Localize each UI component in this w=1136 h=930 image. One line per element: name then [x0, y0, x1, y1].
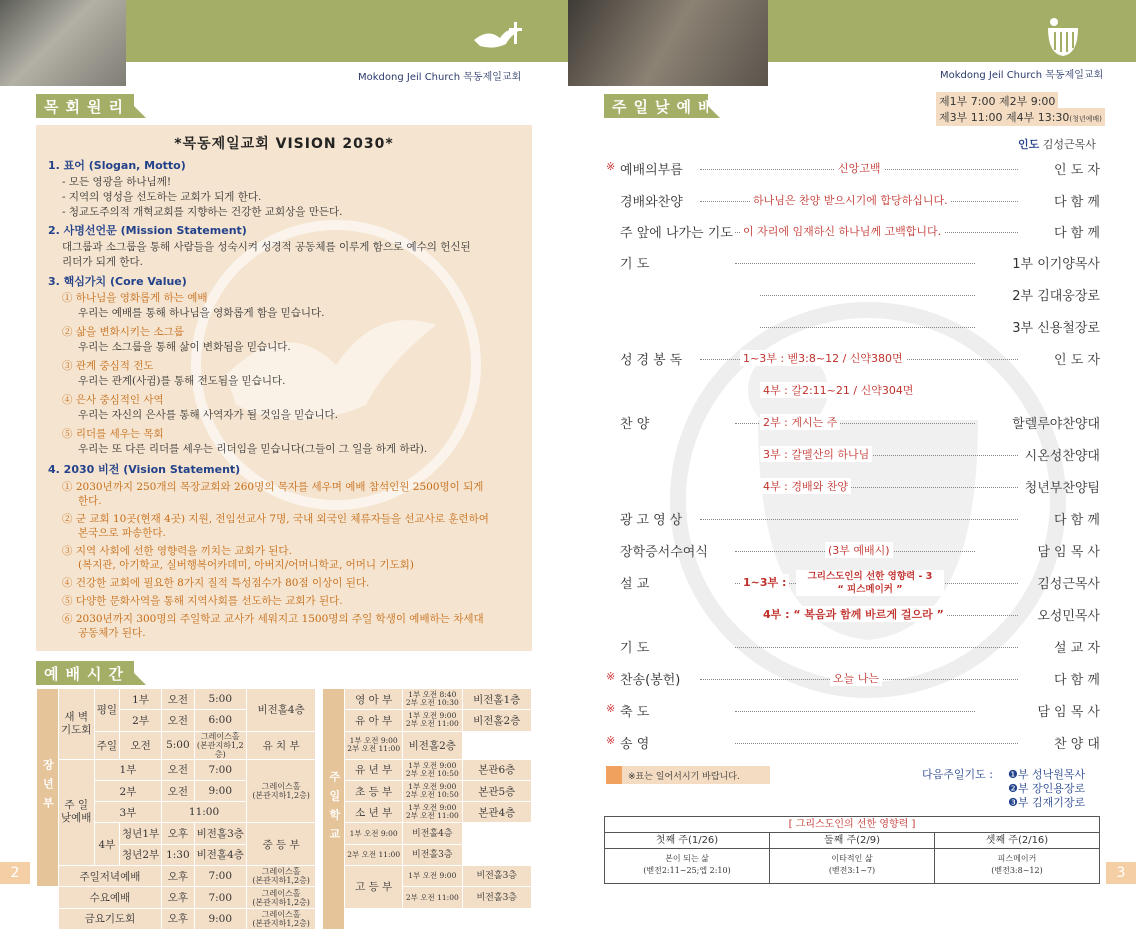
schedule-cell: 오전 — [162, 689, 195, 710]
sermon-title — [796, 570, 944, 596]
order-label: 찬 양 — [620, 417, 650, 432]
schedule-cell: 청년2부 — [120, 844, 162, 865]
kids-times: 1부 오전 9:00 2부 오전 11:00 — [403, 710, 462, 731]
schedule-cell: 금요기도회 — [58, 908, 161, 929]
order-detail: 4부 : 갈2:11~21 / 신약304면 — [760, 382, 916, 398]
next-prayer-2: ❷부 장인용장로 — [1008, 782, 1086, 795]
kids-hall: 비전홀1층 — [462, 689, 532, 710]
series-week-3: 셋째 주(2/16) — [985, 835, 1049, 846]
next-prayer-label: 다음주일기도 : — [922, 768, 993, 781]
kids-dept: 중 등 부 — [246, 823, 315, 866]
right-brand-text: Mokdong Jeil Church 목동제일교회 — [940, 70, 1104, 81]
kids-times: 2부 오전 11:00 — [345, 844, 403, 865]
vision-line: 리더가 되게 한다. — [62, 256, 144, 268]
core-value-title: ② 삶을 변화시키는 소그룹 — [62, 326, 184, 338]
worship-order-row — [620, 474, 1100, 500]
worship-order-row — [620, 188, 1100, 214]
worship-order-row — [620, 410, 1100, 436]
order-responsible: 시온성찬양대 — [1024, 449, 1100, 464]
order-responsible: 청년부찬양팀 — [1024, 481, 1100, 496]
order-label: 기 도 — [620, 641, 650, 656]
series-topic-3: 피스메이커 (벧전3:8~12) — [991, 854, 1043, 875]
core-value-text: 우리는 또 다른 리더를 세우는 리더임을 믿습니다(그들이 그 일을 하게 하라). — [78, 443, 428, 455]
schedule-cell: 주일저녁예배 — [58, 866, 161, 887]
vision-goal: 공동체가 된다. — [78, 627, 146, 639]
order-responsible: 인 도 자 — [1054, 353, 1100, 368]
kids-times: 1부 오전 9:00 2부 오전 11:00 — [345, 731, 403, 759]
series-header-row — [605, 833, 1099, 849]
adult-division-label: 장년부 — [37, 689, 59, 887]
kids-dept: 고 등 부 — [345, 866, 403, 909]
order-detail: 2부 : 게시는 주 — [760, 414, 840, 430]
schedule-cell: 오후 — [162, 866, 195, 887]
vision-heading-1: 1. 표어 (Slogan, Motto) — [48, 159, 186, 172]
service-times-line1: 제1부 7:00 제2부 9:00 — [936, 92, 1058, 110]
core-value-title: ① 하나님을 영화롭게 하는 예배 — [62, 292, 208, 304]
order-label: 예배의부름 — [620, 163, 683, 178]
schedule-cell: 비전홀4층 — [246, 689, 315, 732]
kids-times: 1부 오전 9:00 — [403, 866, 462, 887]
schedule-cell: 5:00 — [194, 689, 246, 710]
worship-order-row — [606, 156, 1100, 182]
order-responsible: 설 교 자 — [1054, 641, 1100, 656]
left-brand-text: Mokdong Jeil Church 목동제일교회 — [358, 72, 522, 83]
kids-times: 2부 오전 11:00 — [403, 887, 462, 908]
kids-dept: 유 년 부 — [345, 759, 403, 780]
schedule-cell: 오전 — [162, 710, 195, 731]
vision-line: 대그룹과 소그룹을 통해 사람들을 성숙시켜 성경적 공동체를 이루게 함으로 예수의 헌신된 — [62, 241, 471, 253]
order-detail: 4부 : “ 복음과 함께 바르게 걸으라 ” — [760, 606, 947, 622]
schedule-cell: 1부 — [94, 759, 161, 780]
schedule-cell: 비전홀3층 — [194, 823, 246, 844]
section-title-pastoral-principles: 목회원리 — [36, 94, 134, 118]
order-label: 기 도 — [620, 257, 650, 272]
stand-star-icon: ※ — [606, 702, 616, 715]
schedule-cell: 9:00 — [194, 780, 246, 801]
core-value-text: 우리는 예배를 통해 하나님을 영화롭게 함을 믿습니다. — [78, 307, 325, 319]
dawn-prayer-label: 새 벽 기도회 — [58, 689, 94, 760]
sermon-series-title: [ 그리스도인의 선한 영향력 ] — [605, 817, 1099, 833]
next-prayer-3: ❸부 김재기장로 — [1008, 796, 1086, 809]
section-title-sunday-worship: 주일낮예배 — [604, 94, 708, 118]
order-detail: 이 자리에 임재하신 하나님께 고백합니다. — [740, 223, 944, 239]
vision-goal: 한다. — [78, 495, 102, 507]
page-number-right: 3 — [1106, 862, 1136, 884]
order-responsible: 다 함 께 — [1054, 513, 1100, 528]
table-gap — [345, 908, 532, 929]
page-number-left: 2 — [0, 862, 30, 884]
kids-dept: 초 등 부 — [345, 780, 403, 801]
next-prayer-1: ❶부 성낙원목사 — [1008, 768, 1086, 781]
schedule-cell: 그레이스홀 (본관지하1,2층) — [194, 731, 246, 759]
worship-order-row — [620, 219, 1100, 245]
schedule-cell: 11:00 — [162, 802, 247, 823]
stand-note-text: ※표는 일어서시기 바랍니다. — [628, 772, 740, 782]
order-detail: 하나님은 찬양 받으시기에 합당하십니다. — [750, 192, 951, 208]
order-label: 축 도 — [620, 705, 650, 720]
core-value-text: 우리는 자신의 은사를 통해 사역자가 될 것임을 믿습니다. — [78, 409, 338, 421]
schedule-cell: 3부 — [94, 802, 161, 823]
harp-dove-logo — [1040, 14, 1086, 60]
order-responsible: 3부 신용철장로 — [1012, 321, 1100, 336]
schedule-cell: 오후 — [162, 887, 195, 908]
schedule-cell: 1부 — [120, 689, 162, 710]
kids-times: 1부 오전 9:00 2부 오전 10:50 — [403, 780, 462, 801]
order-detail: 1~3부 : — [740, 574, 789, 590]
schedule-cell: 6:00 — [194, 710, 246, 731]
kids-dept: 유 치 부 — [246, 731, 315, 759]
stand-note-box — [606, 766, 770, 784]
order-detail: 3부 : 갈멜산의 하나님 — [760, 446, 872, 462]
worship-leader: 인도 김성근목사 — [1018, 138, 1096, 151]
kids-hall: 비전홀2층 — [462, 710, 532, 731]
vision-line: - 모든 영광을 하나님께! — [62, 176, 172, 188]
worship-order-row — [620, 250, 1100, 276]
kids-dept: 소 년 부 — [345, 802, 403, 823]
sunday-school-label: 주일학교 — [323, 689, 345, 930]
kids-times: 1부 오전 9:00 2부 오전 10:50 — [403, 759, 462, 780]
order-responsible: 할렐루야찬양대 — [1012, 417, 1100, 432]
order-responsible: 담 임 목 사 — [1037, 705, 1100, 720]
core-value-title: ③ 관계 중심적 전도 — [62, 360, 154, 372]
worship-order-row — [606, 698, 1100, 724]
order-label: 설 교 — [620, 577, 650, 592]
schedule-cell: 수요예배 — [58, 887, 161, 908]
kids-hall: 비전홀3층 — [462, 887, 532, 908]
vision-line: - 지역의 영성을 선도하는 교회가 되게 한다. — [62, 191, 262, 203]
worship-order-row — [620, 314, 1100, 340]
order-detail: 오늘 나는 — [830, 670, 882, 686]
church-building-photo — [0, 0, 126, 86]
schedule-cell: 오전 — [162, 759, 195, 780]
vision-goal: ③ 지역 사회에 선한 영향력을 끼치는 교회가 된다. — [62, 545, 292, 557]
kids-hall: 비전홀3층 — [462, 866, 532, 887]
schedule-cell: 오후 — [162, 908, 195, 929]
series-topic-1: 본이 되는 삶 (벧전2:11~25;엡 2:10) — [605, 849, 770, 883]
schedule-cell: 비전홀4층 — [194, 844, 246, 865]
core-value-title: ④ 은사 중심적인 사역 — [62, 394, 164, 406]
stand-star-icon: ※ — [606, 670, 616, 683]
worship-order-row — [620, 346, 1100, 372]
praying-hands-photo — [568, 0, 768, 86]
weekday-label: 평일 — [94, 689, 119, 732]
order-responsible: 다 함 께 — [1054, 673, 1100, 688]
worship-order-row — [620, 378, 1100, 404]
series-week-1: 첫째 주(1/26) — [605, 833, 770, 848]
worship-order-row — [620, 538, 1100, 564]
kids-times: 1부 오전 9:00 — [345, 823, 403, 844]
table-gap — [37, 908, 59, 929]
worship-order-row — [620, 506, 1100, 532]
worship-order-row — [606, 730, 1100, 756]
vision-goal: ② 군 교회 10곳(현재 4곳) 지원, 전임선교사 7명, 국내 외국인 체류자들을 선교사로 훈련하여 — [62, 513, 489, 525]
schedule-cell: 7:00 — [194, 759, 246, 780]
series-week-2: 둘째 주(2/9) — [770, 833, 935, 848]
kids-hall: 본관5층 — [462, 780, 532, 801]
schedule-cell: 7:00 — [194, 887, 246, 908]
order-label: 주 앞에 나가는 기도 — [620, 226, 733, 241]
order-detail: 1~3부 : 벧3:8~12 / 신약380면 — [740, 350, 906, 366]
kids-dept: 영 아 부 — [345, 689, 403, 710]
worship-order-row — [620, 442, 1100, 468]
worship-order-row — [620, 602, 1100, 628]
kids-times: 1부 오전 8:40 2부 오전 10:30 — [403, 689, 462, 710]
schedule-cell: 그레이스홀 (본관지하1,2층) — [246, 908, 315, 929]
order-responsible: 김성근목사 — [1037, 577, 1100, 592]
order-detail: (3부 예배시) — [825, 542, 893, 558]
schedule-cell: 그레이스홀 (본관지하1,2층) — [246, 759, 315, 823]
schedule-cell: 4부 — [94, 823, 119, 866]
schedule-cell: 주일 — [94, 731, 119, 759]
core-value-text: 우리는 소그룹을 통해 삶이 변화됨을 믿습니다. — [78, 341, 291, 353]
series-topic-2: 이타적인 삶 (벧전3:1~7) — [770, 849, 935, 883]
schedule-cell: 5:00 — [162, 731, 195, 759]
table-gap — [37, 887, 59, 908]
worship-schedule-table — [36, 688, 532, 930]
vision-line: - 청교도주의적 개혁교회를 지향하는 건강한 교회상을 만든다. — [62, 206, 343, 218]
schedule-cell: 오전 — [120, 731, 162, 759]
stand-star-icon: ※ — [606, 734, 616, 747]
leader-dots — [735, 647, 1018, 648]
vision-goal: ① 2030년까지 250개의 목장교회와 260명의 목자를 세우며 예배 참석인원 2500명이 되게 — [62, 481, 484, 493]
schedule-cell: 오후 — [162, 823, 195, 844]
vision-heading-4: 4. 2030 비전 (Vision Statement) — [48, 463, 241, 476]
kids-dept: 유 아 부 — [345, 710, 403, 731]
vision-goal: ⑤ 다양한 문화사역을 통해 지역사회를 선도하는 교회가 된다. — [62, 595, 343, 607]
leader-dots — [735, 263, 975, 264]
order-label: 장학증서수여식 — [620, 545, 708, 560]
kids-hall: 비전홀3층 — [403, 844, 462, 865]
order-responsible: 찬 양 대 — [1054, 737, 1100, 752]
order-label: 송 영 — [620, 737, 650, 752]
order-label: 경배와찬양 — [620, 195, 683, 210]
schedule-cell: 청년1부 — [120, 823, 162, 844]
schedule-cell: 2부 — [94, 780, 161, 801]
table-gap — [316, 689, 323, 930]
leader-dots — [760, 327, 975, 328]
order-label: 찬송(봉헌) — [620, 673, 681, 688]
schedule-cell: 9:00 — [194, 908, 246, 929]
sermon-series-box — [604, 816, 1100, 884]
series-topic-row — [605, 849, 1099, 883]
core-value-title: ⑤ 리더를 세우는 목회 — [62, 428, 164, 440]
core-value-text: 우리는 관계(사귐)를 통해 전도됨을 믿습니다. — [78, 375, 286, 387]
schedule-cell: 7:00 — [194, 866, 246, 887]
note-marker — [606, 766, 622, 784]
worship-order-row — [606, 666, 1100, 692]
schedule-cell: 2부 — [120, 710, 162, 731]
stand-star-icon: ※ — [606, 160, 616, 173]
kids-hall: 비전홀2층 — [403, 731, 462, 759]
kids-times: 1부 오전 9:00 2부 오전 11:00 — [403, 802, 462, 823]
order-responsible: 담 임 목 사 — [1037, 545, 1100, 560]
leader-dots — [700, 519, 1018, 520]
vision-goal: ⑥ 2030년까지 300명의 주일학교 교사가 세워지고 1500명의 주일 학생이 예배하는 차세대 — [62, 613, 484, 625]
order-responsible: 인 도 자 — [1054, 163, 1100, 178]
order-detail: 4부 : 경배와 찬양 — [760, 478, 851, 494]
vision-title: *목동제일교회 VISION 2030* — [174, 136, 394, 152]
order-responsible: 1부 이기양목사 — [1012, 257, 1100, 272]
vision-box — [36, 125, 532, 651]
order-detail: 신앙고백 — [835, 160, 884, 176]
kids-hall: 본관6층 — [462, 759, 532, 780]
vision-heading-3: 3. 핵심가치 (Core Value) — [48, 275, 187, 288]
sermon-title-line2: “ 피스메이커 ” — [837, 584, 903, 595]
leader-dots — [735, 743, 1018, 744]
vision-heading-2: 2. 사명선언문 (Mission Statement) — [48, 224, 247, 237]
service-times-line2: 제3부 11:00 제4부 13:30(청년예배) — [936, 108, 1105, 126]
order-responsible: 다 함 께 — [1054, 226, 1100, 241]
leader-dots — [735, 711, 975, 712]
worship-order-row — [620, 634, 1100, 660]
sunday-worship-label: 주 일 낮예배 — [58, 759, 94, 865]
order-responsible: 오성민목사 — [1037, 609, 1100, 624]
schedule-cell: 오전 — [162, 780, 195, 801]
dove-cross-logo — [470, 18, 530, 56]
schedule-cell: 1:30 — [162, 844, 195, 865]
sermon-title-line1: 그리스도인의 선한 영향력 - 3 — [807, 571, 933, 582]
schedule-cell: 그레이스홀 (본관지하1,2층) — [246, 866, 315, 887]
vision-goal: 본국으로 파송한다. — [78, 527, 166, 539]
section-title-worship-times: 예배시간 — [36, 661, 134, 685]
order-label: 성경봉독 — [620, 353, 687, 368]
vision-goal: ④ 건강한 교회에 필요한 8가지 질적 특성점수가 80점 이상이 된다. — [62, 577, 370, 589]
schedule-cell: 그레이스홀 (본관지하1,2층) — [246, 887, 315, 908]
order-responsible: 다 함 께 — [1054, 195, 1100, 210]
vision-goal: (복지관, 아기학교, 실버행복어카데미, 아버지/어머니학교, 어머니 기도회) — [78, 559, 414, 571]
leader-dots — [760, 295, 975, 296]
kids-hall: 비전홀4층 — [403, 823, 462, 844]
worship-order-row — [620, 282, 1100, 308]
kids-hall: 본관4층 — [462, 802, 532, 823]
order-responsible: 2부 김대웅장로 — [1012, 289, 1100, 304]
order-label: 광고영상 — [620, 513, 687, 528]
